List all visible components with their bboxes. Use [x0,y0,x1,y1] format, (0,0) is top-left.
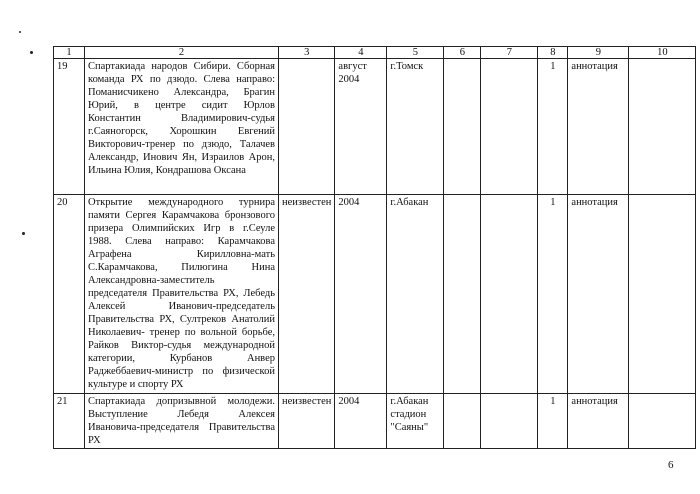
column-header: 6 [444,47,481,59]
photo-description: Спартакиада народов Сибири. Сборная команда РХ по дзюдо. Слева направо: Поманисчикено Александра, Брагин Юрий, в центре сидит Юрлов Константин Владимирович-судья г.Саяногорск, Хорошкин Евгений Викторович-тренер по дзюдо, Талачев Александр, Инович Ян, Израилов Арон, Ильина Юлия, Кондрашова Оксана [85,59,279,195]
author-cell: неизвестен [279,394,335,449]
count-cell: 1 [538,394,568,449]
column-header: 3 [279,47,335,59]
annotation-cell: аннотация [568,394,629,449]
date-cell: август 2004 [335,59,387,195]
annotation-cell: аннотация [568,195,629,394]
empty-cell [629,394,696,449]
scan-mark [19,31,21,33]
date-cell: 2004 [335,195,387,394]
column-header: 10 [629,47,696,59]
row-number: 21 [54,394,85,449]
empty-cell [444,394,481,449]
column-header: 1 [54,47,85,59]
empty-cell [481,59,538,195]
table-row [54,195,696,394]
empty-cell [444,59,481,195]
empty-cell [444,195,481,394]
column-header: 5 [387,47,444,59]
empty-cell [629,59,696,195]
table-row [54,59,696,195]
author-cell [279,59,335,195]
empty-cell [629,195,696,394]
scan-mark [22,232,25,235]
empty-cell [481,195,538,394]
column-header: 7 [481,47,538,59]
archive-register-table [53,46,696,449]
empty-cell [481,394,538,449]
annotation-cell: аннотация [568,59,629,195]
place-cell: г.Томск [387,59,444,195]
column-header: 8 [538,47,568,59]
row-number: 20 [54,195,85,394]
table-row [54,394,696,449]
column-header: 4 [335,47,387,59]
place-cell: г.Абакан [387,195,444,394]
scan-mark [30,51,33,54]
page-number: 6 [668,459,674,471]
photo-description: Спартакиада допризывной молодежи. Выступление Лебедя Алексея Ивановича-председателя Правительства РХ [85,394,279,449]
place-cell: г.Абакан стадион "Саяны" [387,394,444,449]
date-cell: 2004 [335,394,387,449]
count-cell: 1 [538,59,568,195]
row-number: 19 [54,59,85,195]
column-header: 2 [85,47,279,59]
count-cell: 1 [538,195,568,394]
column-number-row [54,47,696,59]
author-cell: неизвестен [279,195,335,394]
column-header: 9 [568,47,629,59]
photo-description: Открытие международного турнира памяти Сергея Карамчакова бронзового призера Олимпийских Игр в г.Сеуле 1988. Слева направо: Карамчакова Аграфена Кирилловна-мать С.Карамчакова, Пилюгина Нина Александровна-заместитель председателя Правительства РХ, Лебедь Алексей Иванович-председатель Правительства РХ, Султреков Анатолий Николаевич- тренер по вольной борьбе, Райков Виктор-судья международной категории, Курбанов Анвер Раджеббаевич-министр по физической культуре и спорту РХ [85,195,279,394]
